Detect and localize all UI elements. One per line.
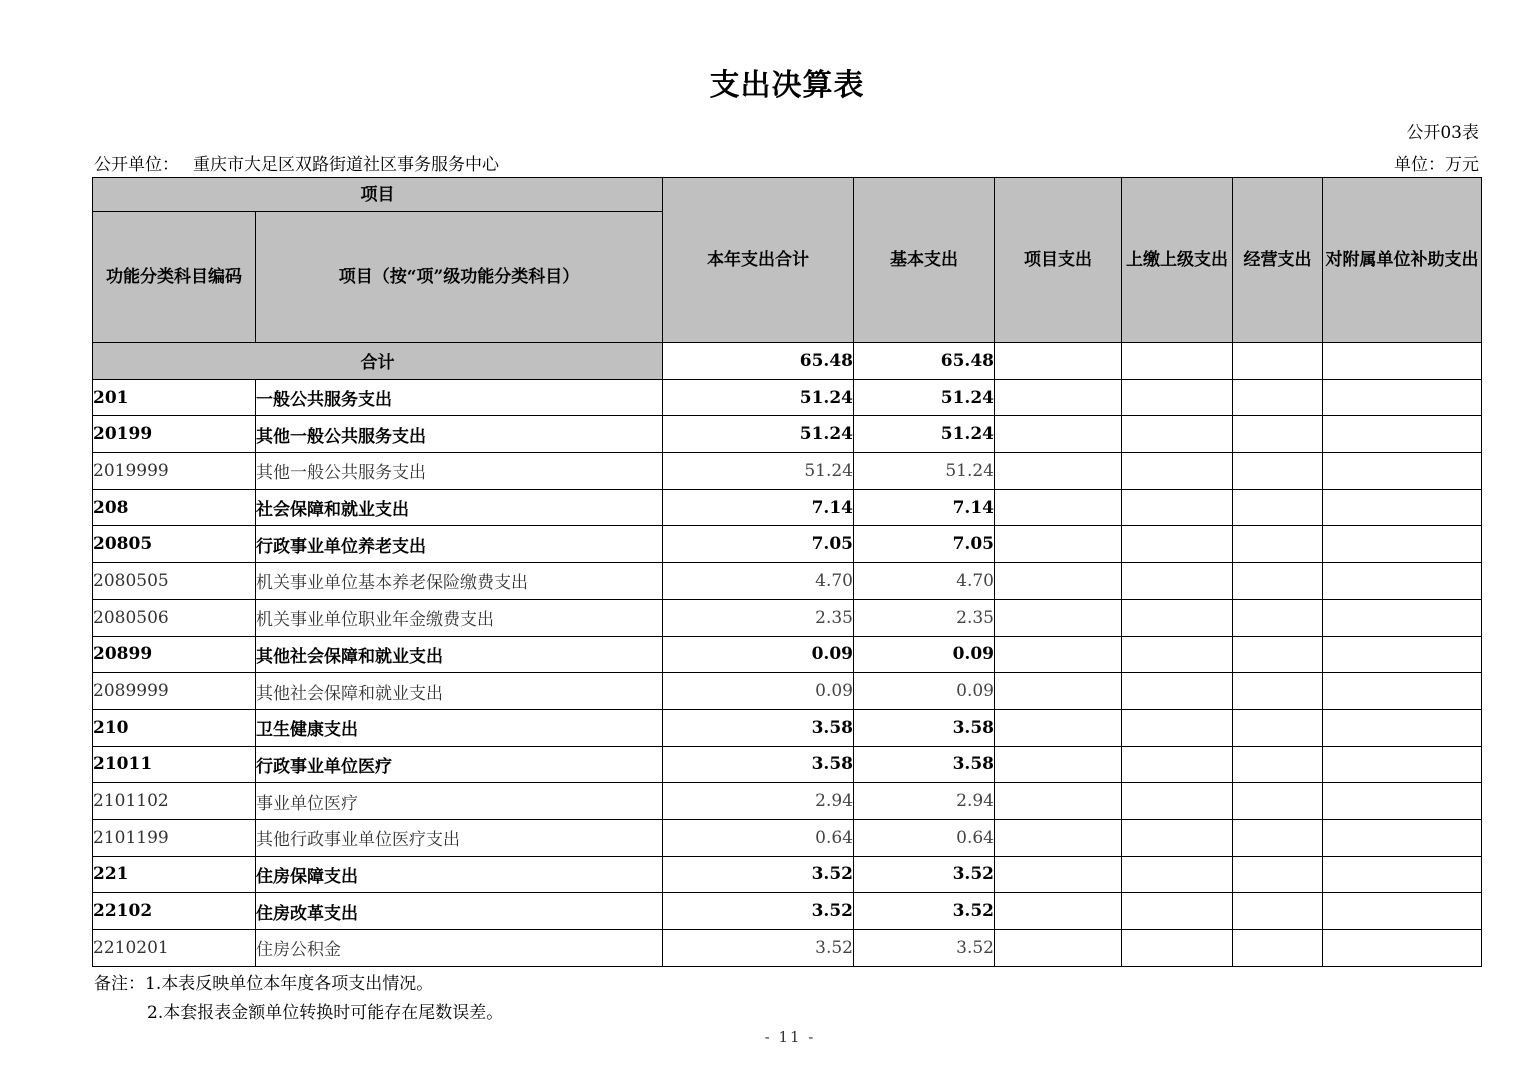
empty-cell bbox=[1233, 416, 1323, 453]
page-title: 支出决算表 bbox=[709, 68, 865, 103]
empty-cell bbox=[1122, 819, 1233, 856]
reporting-unit-label: 公开单位： bbox=[94, 155, 179, 175]
row-code: 20805 bbox=[93, 526, 256, 563]
row-basic: 0.64 bbox=[854, 819, 995, 856]
empty-cell bbox=[1122, 526, 1233, 563]
empty-cell bbox=[1233, 489, 1323, 526]
row-name: 住房公积金 bbox=[256, 930, 663, 967]
empty-cell bbox=[1122, 489, 1233, 526]
empty-cell bbox=[995, 783, 1122, 820]
header-basic: 基本支出 bbox=[854, 178, 995, 343]
empty-cell bbox=[1323, 453, 1482, 490]
table-row bbox=[93, 526, 1482, 563]
row-code: 2101199 bbox=[93, 819, 256, 856]
notes bbox=[94, 970, 503, 1028]
empty-cell bbox=[1323, 819, 1482, 856]
row-basic: 2.94 bbox=[854, 783, 995, 820]
empty-cell bbox=[1233, 599, 1323, 636]
row-name: 其他行政事业单位医疗支出 bbox=[256, 819, 663, 856]
empty-cell bbox=[1323, 856, 1482, 893]
empty-cell bbox=[1323, 930, 1482, 967]
table-row bbox=[93, 563, 1482, 600]
empty-cell bbox=[1323, 893, 1482, 930]
empty-cell bbox=[1323, 709, 1482, 746]
empty-cell bbox=[995, 526, 1122, 563]
empty-cell bbox=[995, 856, 1122, 893]
total-basic: 65.48 bbox=[854, 343, 995, 380]
row-total: 3.58 bbox=[663, 746, 854, 783]
row-basic: 3.58 bbox=[854, 709, 995, 746]
table-row bbox=[93, 416, 1482, 453]
empty-cell bbox=[995, 416, 1122, 453]
empty-cell bbox=[1233, 526, 1323, 563]
empty-cell bbox=[1323, 673, 1482, 710]
empty-cell bbox=[995, 746, 1122, 783]
row-name: 卫生健康支出 bbox=[256, 709, 663, 746]
row-code: 20199 bbox=[93, 416, 256, 453]
header-upper-level: 上缴上级支出 bbox=[1122, 178, 1233, 343]
row-basic: 2.35 bbox=[854, 599, 995, 636]
row-total: 51.24 bbox=[663, 379, 854, 416]
total-row bbox=[93, 343, 1482, 380]
empty-cell bbox=[1122, 453, 1233, 490]
row-basic: 51.24 bbox=[854, 453, 995, 490]
table-row bbox=[93, 930, 1482, 967]
row-total: 2.35 bbox=[663, 599, 854, 636]
row-total: 3.52 bbox=[663, 930, 854, 967]
empty-cell bbox=[1233, 819, 1323, 856]
empty-cell bbox=[1233, 673, 1323, 710]
empty-cell bbox=[1122, 563, 1233, 600]
row-total: 51.24 bbox=[663, 416, 854, 453]
empty-cell bbox=[1323, 599, 1482, 636]
empty-cell bbox=[995, 489, 1122, 526]
row-code: 210 bbox=[93, 709, 256, 746]
empty-cell bbox=[1233, 453, 1323, 490]
expenditure-table bbox=[92, 177, 1482, 967]
row-total: 0.09 bbox=[663, 673, 854, 710]
empty-cell bbox=[1122, 893, 1233, 930]
row-name: 社会保障和就业支出 bbox=[256, 489, 663, 526]
row-code: 2080505 bbox=[93, 563, 256, 600]
row-name: 其他一般公共服务支出 bbox=[256, 416, 663, 453]
row-name: 机关事业单位基本养老保险缴费支出 bbox=[256, 563, 663, 600]
empty-cell bbox=[995, 343, 1122, 380]
row-name: 其他社会保障和就业支出 bbox=[256, 673, 663, 710]
table-row bbox=[93, 856, 1482, 893]
empty-cell bbox=[995, 599, 1122, 636]
row-code: 21011 bbox=[93, 746, 256, 783]
table-row bbox=[93, 783, 1482, 820]
table-row bbox=[93, 636, 1482, 673]
empty-cell bbox=[995, 893, 1122, 930]
row-name: 事业单位医疗 bbox=[256, 783, 663, 820]
row-basic: 3.58 bbox=[854, 746, 995, 783]
header-project-expenditure: 项目支出 bbox=[995, 178, 1122, 343]
empty-cell bbox=[995, 819, 1122, 856]
row-total: 0.09 bbox=[663, 636, 854, 673]
empty-cell bbox=[995, 379, 1122, 416]
row-basic: 3.52 bbox=[854, 930, 995, 967]
row-code: 201 bbox=[93, 379, 256, 416]
empty-cell bbox=[1122, 930, 1233, 967]
empty-cell bbox=[1122, 416, 1233, 453]
note-line-1: 备注：1.本表反映单位本年度各项支出情况。 bbox=[94, 974, 434, 994]
row-total: 0.64 bbox=[663, 819, 854, 856]
empty-cell bbox=[995, 453, 1122, 490]
header-code: 功能分类科目编码 bbox=[93, 212, 256, 343]
row-basic: 4.70 bbox=[854, 563, 995, 600]
empty-cell bbox=[1122, 379, 1233, 416]
table-row bbox=[93, 379, 1482, 416]
row-code: 22102 bbox=[93, 893, 256, 930]
row-name: 行政事业单位医疗 bbox=[256, 746, 663, 783]
empty-cell bbox=[1233, 709, 1323, 746]
row-name: 机关事业单位职业年金缴费支出 bbox=[256, 599, 663, 636]
row-total: 3.58 bbox=[663, 709, 854, 746]
empty-cell bbox=[1323, 416, 1482, 453]
row-code: 2019999 bbox=[93, 453, 256, 490]
reporting-unit bbox=[94, 150, 499, 175]
empty-cell bbox=[1323, 563, 1482, 600]
table-row bbox=[93, 673, 1482, 710]
empty-cell bbox=[1323, 636, 1482, 673]
header-business: 经营支出 bbox=[1233, 178, 1323, 343]
row-total: 7.14 bbox=[663, 489, 854, 526]
empty-cell bbox=[1122, 783, 1233, 820]
empty-cell bbox=[1323, 526, 1482, 563]
empty-cell bbox=[1233, 379, 1323, 416]
header-subsidy: 对附属单位补助支出 bbox=[1323, 178, 1482, 343]
row-basic: 7.14 bbox=[854, 489, 995, 526]
row-total: 4.70 bbox=[663, 563, 854, 600]
header-name: 项目（按“项”级功能分类科目） bbox=[256, 212, 663, 343]
total-label: 合计 bbox=[93, 343, 663, 380]
empty-cell bbox=[1233, 783, 1323, 820]
empty-cell bbox=[1233, 636, 1323, 673]
page-number: - 11 - bbox=[764, 1028, 816, 1046]
table-row bbox=[93, 599, 1482, 636]
row-name: 行政事业单位养老支出 bbox=[256, 526, 663, 563]
empty-cell bbox=[1233, 343, 1323, 380]
row-basic: 7.05 bbox=[854, 526, 995, 563]
row-name: 住房改革支出 bbox=[256, 893, 663, 930]
header-total: 本年支出合计 bbox=[663, 178, 854, 343]
empty-cell bbox=[1323, 783, 1482, 820]
row-code: 20899 bbox=[93, 636, 256, 673]
table-row bbox=[93, 709, 1482, 746]
header-project: 项目 bbox=[93, 178, 663, 212]
row-basic: 0.09 bbox=[854, 636, 995, 673]
empty-cell bbox=[1233, 930, 1323, 967]
table-number: 公开03表 bbox=[1406, 123, 1479, 143]
money-unit: 单位：万元 bbox=[1394, 155, 1479, 175]
table-row bbox=[93, 819, 1482, 856]
empty-cell bbox=[1122, 599, 1233, 636]
empty-cell bbox=[1122, 709, 1233, 746]
total-amount: 65.48 bbox=[663, 343, 854, 380]
empty-cell bbox=[1323, 746, 1482, 783]
row-name: 住房保障支出 bbox=[256, 856, 663, 893]
row-name: 其他一般公共服务支出 bbox=[256, 453, 663, 490]
table-row bbox=[93, 489, 1482, 526]
row-code: 221 bbox=[93, 856, 256, 893]
reporting-unit-name: 重庆市大足区双路街道社区事务服务中心 bbox=[193, 155, 499, 175]
row-basic: 3.52 bbox=[854, 856, 995, 893]
empty-cell bbox=[1323, 343, 1482, 380]
empty-cell bbox=[1122, 746, 1233, 783]
table-row bbox=[93, 453, 1482, 490]
row-total: 7.05 bbox=[663, 526, 854, 563]
row-total: 2.94 bbox=[663, 783, 854, 820]
row-code: 2089999 bbox=[93, 673, 256, 710]
row-basic: 51.24 bbox=[854, 416, 995, 453]
row-name: 其他社会保障和就业支出 bbox=[256, 636, 663, 673]
empty-cell bbox=[995, 673, 1122, 710]
empty-cell bbox=[1233, 856, 1323, 893]
row-code: 2080506 bbox=[93, 599, 256, 636]
empty-cell bbox=[1122, 343, 1233, 380]
empty-cell bbox=[1323, 379, 1482, 416]
row-code: 2101102 bbox=[93, 783, 256, 820]
row-total: 51.24 bbox=[663, 453, 854, 490]
empty-cell bbox=[1233, 746, 1323, 783]
empty-cell bbox=[1122, 856, 1233, 893]
empty-cell bbox=[1323, 489, 1482, 526]
empty-cell bbox=[995, 563, 1122, 600]
table-body bbox=[93, 379, 1482, 966]
row-code: 2210201 bbox=[93, 930, 256, 967]
empty-cell bbox=[1122, 636, 1233, 673]
row-total: 3.52 bbox=[663, 856, 854, 893]
row-basic: 3.52 bbox=[854, 893, 995, 930]
empty-cell bbox=[1233, 563, 1323, 600]
table-row bbox=[93, 893, 1482, 930]
row-name: 一般公共服务支出 bbox=[256, 379, 663, 416]
row-total: 3.52 bbox=[663, 893, 854, 930]
note-line-2: 2.本套报表金额单位转换时可能存在尾数误差。 bbox=[147, 1003, 504, 1023]
row-basic: 0.09 bbox=[854, 673, 995, 710]
row-code: 208 bbox=[93, 489, 256, 526]
row-basic: 51.24 bbox=[854, 379, 995, 416]
table-row bbox=[93, 746, 1482, 783]
empty-cell bbox=[995, 636, 1122, 673]
empty-cell bbox=[995, 709, 1122, 746]
empty-cell bbox=[1233, 893, 1323, 930]
empty-cell bbox=[995, 930, 1122, 967]
empty-cell bbox=[1122, 673, 1233, 710]
